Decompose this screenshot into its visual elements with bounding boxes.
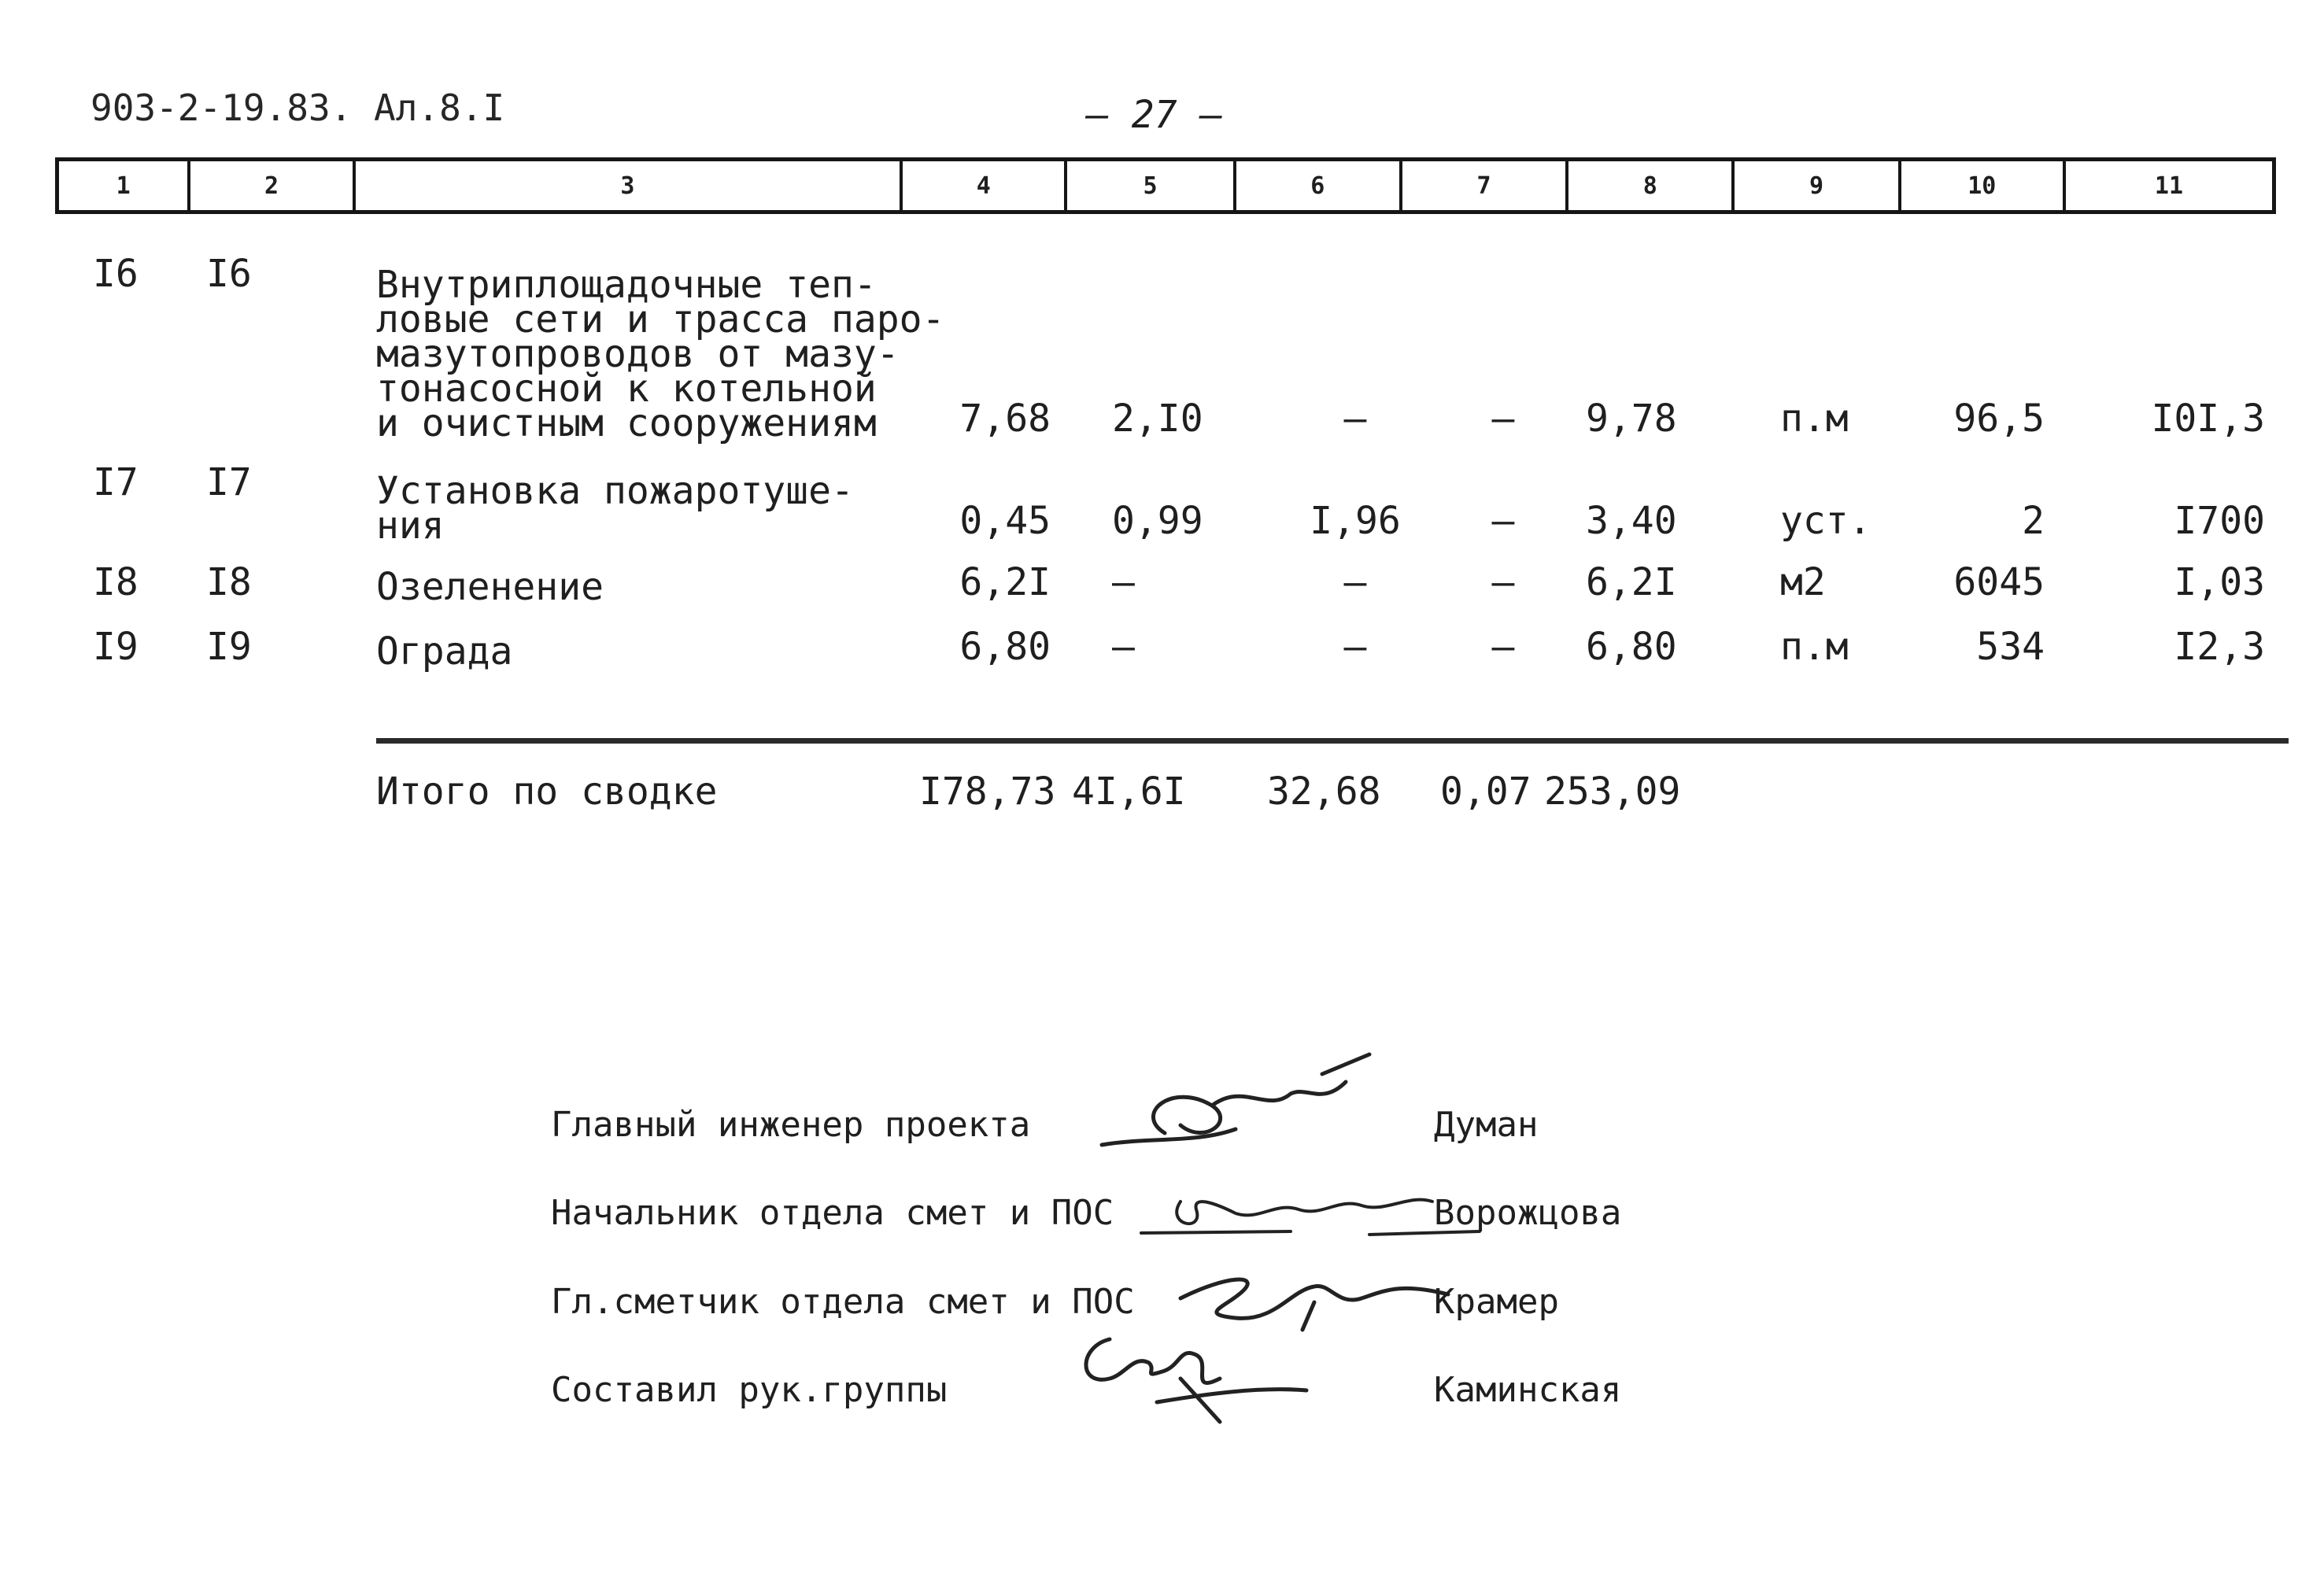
equipment-cost: – bbox=[1343, 397, 1367, 441]
column-number-5: 5 bbox=[1067, 161, 1236, 210]
unit-cost: I700 bbox=[2174, 499, 2265, 543]
other-cost: – bbox=[1491, 560, 1515, 604]
signatory-title: Главный инженер проекта bbox=[551, 1105, 1031, 1145]
construction-cost: 0,45 bbox=[959, 499, 1051, 543]
installation-cost: – bbox=[1112, 625, 1135, 669]
total-installation-cost: 4I,6I bbox=[1072, 770, 1186, 814]
equipment-cost: – bbox=[1343, 560, 1367, 604]
unit: п.м bbox=[1780, 397, 1849, 441]
column-number-8: 8 bbox=[1568, 161, 1735, 210]
column-number-6: 6 bbox=[1236, 161, 1402, 210]
item-number: I7 bbox=[206, 460, 252, 504]
total-cost: 9,78 bbox=[1586, 397, 1677, 441]
total-divider bbox=[376, 738, 2289, 744]
total-other-cost: 0,07 bbox=[1440, 770, 1531, 814]
quantity: 534 bbox=[1976, 625, 2045, 669]
quantity: 96,5 bbox=[1953, 397, 2045, 441]
handwritten-signature bbox=[1086, 1050, 1417, 1161]
unit: уст. bbox=[1780, 499, 1871, 543]
installation-cost: 2,I0 bbox=[1112, 397, 1203, 441]
signature-row bbox=[0, 1090, 2324, 1145]
column-number-7: 7 bbox=[1402, 161, 1568, 210]
total-cost: 3,40 bbox=[1586, 499, 1677, 543]
total-label: Итого по сводке bbox=[376, 770, 718, 814]
signatory-title: Начальник отдела смет и ПОС bbox=[551, 1193, 1114, 1233]
installation-cost: 0,99 bbox=[1112, 499, 1203, 543]
total-cost: 6,2I bbox=[1586, 560, 1677, 604]
row-number: I7 bbox=[93, 460, 139, 504]
handwritten-signature bbox=[1062, 1316, 1330, 1426]
column-number-2: 2 bbox=[190, 161, 355, 210]
unit-cost: I2,3 bbox=[2174, 625, 2265, 669]
signature-row bbox=[0, 1355, 2324, 1410]
quantity: 2 bbox=[2022, 499, 2045, 543]
column-number-4: 4 bbox=[903, 161, 1067, 210]
column-number-10: 10 bbox=[1901, 161, 2066, 210]
column-number-9: 9 bbox=[1735, 161, 1901, 210]
table-row bbox=[0, 460, 2324, 548]
other-cost: – bbox=[1491, 625, 1515, 669]
other-cost: – bbox=[1491, 499, 1515, 543]
signatory-name: Ворожцова bbox=[1434, 1193, 1622, 1233]
column-number-1: 1 bbox=[59, 161, 190, 210]
row-number: I9 bbox=[93, 625, 139, 669]
page-number: — 27 — bbox=[1086, 93, 1223, 137]
unit: м2 bbox=[1780, 560, 1826, 604]
item-description: Ограда bbox=[376, 629, 513, 674]
signatory-title: Составил рук.группы bbox=[551, 1370, 948, 1410]
signatory-name: Крамер bbox=[1434, 1282, 1559, 1322]
signatory-name: Каминская bbox=[1434, 1370, 1622, 1410]
item-number: I9 bbox=[206, 625, 252, 669]
quantity: 6045 bbox=[1953, 560, 2045, 604]
equipment-cost: I,96 bbox=[1310, 499, 1401, 543]
construction-cost: 6,2I bbox=[959, 560, 1051, 604]
column-number-3: 3 bbox=[356, 161, 903, 210]
total-construction-cost: I78,73 bbox=[919, 770, 1056, 814]
table-row bbox=[0, 622, 2324, 674]
row-number: I6 bbox=[93, 252, 139, 296]
total-cost: 6,80 bbox=[1586, 625, 1677, 669]
signatory-title: Гл.сметчик отдела смет и ПОС bbox=[551, 1282, 1135, 1322]
item-description: Озеленение bbox=[376, 565, 604, 609]
item-number: I8 bbox=[206, 560, 252, 604]
signatory-name: Думан bbox=[1434, 1105, 1539, 1145]
item-description: Установка пожаротуше- ния bbox=[376, 469, 854, 548]
row-number: I8 bbox=[93, 560, 139, 604]
unit: п.м bbox=[1780, 625, 1849, 669]
item-description: Внутриплощадочные теп- ловые сети и трасса паро- мазутопроводов от мазу- тонасосной к котельной и очистным сооружениям bbox=[376, 263, 945, 445]
installation-cost: – bbox=[1112, 560, 1135, 604]
total-equipment-cost: 32,68 bbox=[1267, 770, 1381, 814]
item-number: I6 bbox=[206, 252, 252, 296]
total-overall-cost: 253,09 bbox=[1544, 770, 1681, 814]
unit-cost: I0I,3 bbox=[2151, 397, 2265, 441]
equipment-cost: – bbox=[1343, 625, 1367, 669]
table-row bbox=[0, 557, 2324, 609]
construction-cost: 7,68 bbox=[959, 397, 1051, 441]
column-number-header bbox=[55, 157, 2276, 214]
unit-cost: I,03 bbox=[2174, 560, 2265, 604]
document-code: 903-2-19.83. Ал.8.I bbox=[91, 87, 505, 129]
other-cost: – bbox=[1491, 397, 1515, 441]
column-number-11: 11 bbox=[2154, 172, 2184, 200]
table-row bbox=[0, 252, 2324, 445]
signature-row bbox=[0, 1178, 2324, 1233]
signature-row bbox=[0, 1267, 2324, 1322]
construction-cost: 6,80 bbox=[959, 625, 1051, 669]
